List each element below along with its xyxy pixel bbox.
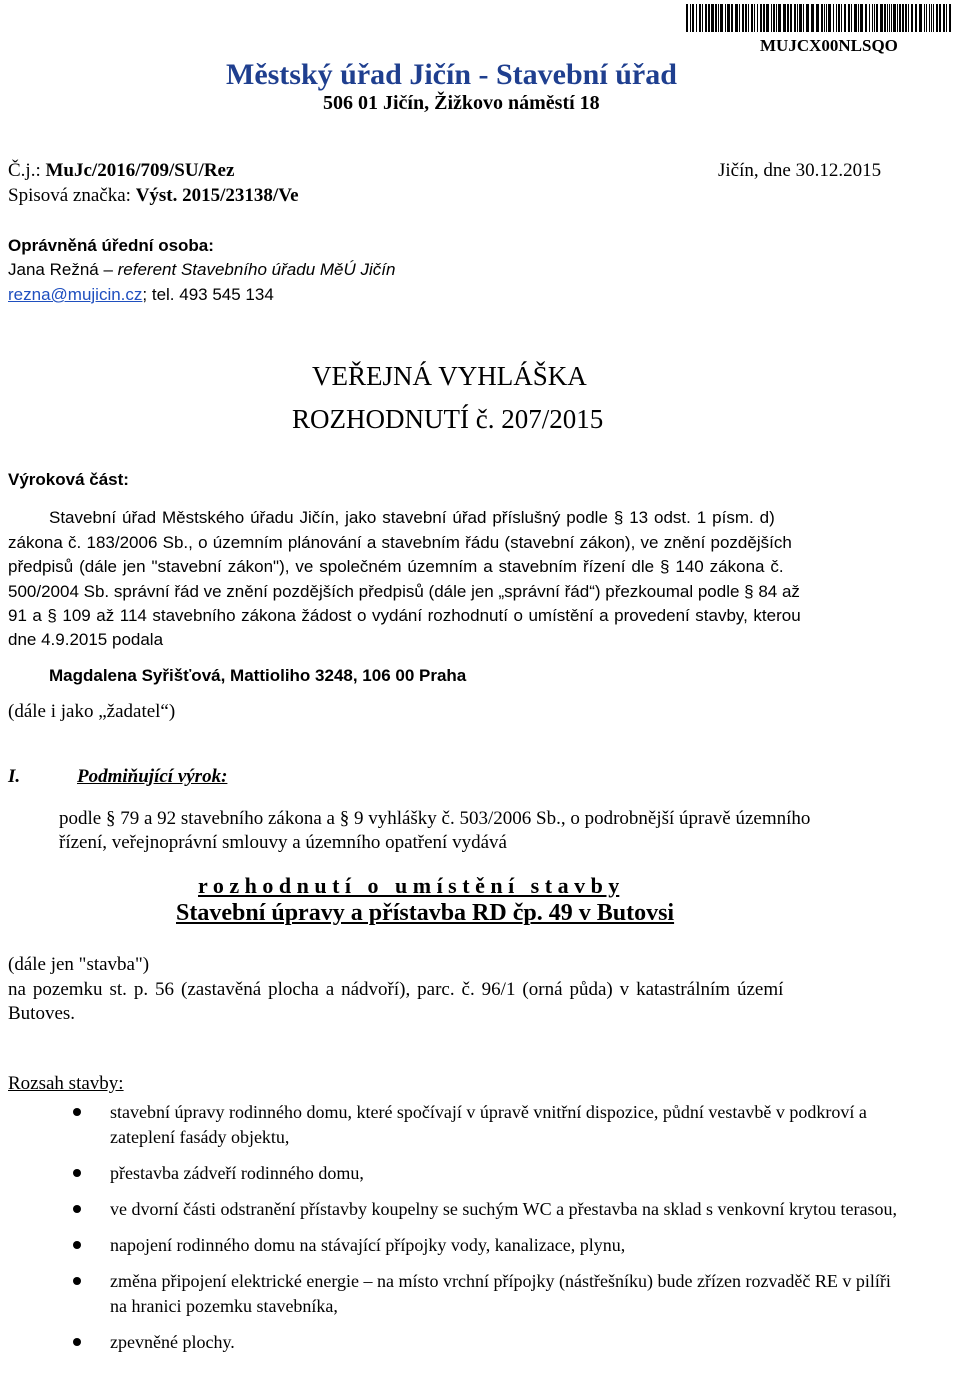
barcode-bar	[708, 4, 710, 32]
location-line-2: na pozemku st. p. 56 (zastavěná plocha a nádvoří), parc. č. 96/1 (orná půda) v katastrálním území	[8, 979, 784, 1000]
spis-label: Spisová značka:	[8, 185, 136, 206]
list-item-text: změna připojení elektrické energie – na místo vrchní přípojky (nástřešníku) bude zřízen rozvaděč RE v pilíři na hranici pozemku stavebníka,	[110, 1271, 891, 1316]
barcode-bar	[783, 4, 786, 32]
barcode-bar	[848, 4, 850, 32]
barcode-bar	[833, 4, 834, 32]
intro-line-6: dne 4.9.2015 podala	[8, 630, 164, 649]
list-item	[66, 1100, 910, 1150]
barcode-bar	[778, 4, 781, 32]
barcode-bar	[803, 4, 804, 32]
barcode-bar	[745, 4, 747, 32]
official-heading: Oprávněná úřední osoba:	[8, 236, 214, 255]
list-item	[66, 1233, 906, 1258]
barcode-bar	[821, 4, 823, 32]
barcode-bar	[735, 4, 738, 32]
title-vyhlaska: VEŘEJNÁ VYHLÁŠKA	[312, 361, 587, 391]
section-title: Podmiňující výrok:	[77, 766, 228, 787]
barcode-bar	[949, 4, 951, 32]
barcode-bar	[811, 4, 814, 32]
barcode-bar	[690, 4, 691, 32]
barcode-bar	[929, 4, 930, 32]
intro-line-1: Stavební úřad Městského úřadu Jičín, jako stavební úřad příslušný podle § 13 odst. 1 písm. d)	[49, 508, 775, 527]
barcode-bar	[699, 4, 701, 32]
barcode-bar	[891, 4, 892, 32]
list-item	[66, 1330, 906, 1355]
official-role: referent Stavebního úřadu MěÚ Jičín	[117, 260, 396, 279]
section-number: I.	[8, 766, 21, 787]
decision-spaced: r o z h o d n u t í o u m í s t ě n í s t a v b y	[198, 873, 620, 898]
barcode-bar	[731, 4, 733, 32]
barcode-bar	[931, 4, 932, 32]
section-line-2: řízení, veřejnoprávní smlouvy a územního opatření vydává	[59, 832, 507, 853]
barcode-bar	[876, 4, 878, 32]
bullet-icon	[73, 1277, 81, 1285]
barcode-bar	[748, 4, 749, 32]
barcode-bar	[844, 4, 846, 32]
barcode-bar	[727, 4, 730, 32]
list-item	[66, 1161, 906, 1186]
barcode-bar	[869, 4, 870, 32]
barcode-bar	[725, 4, 726, 32]
cj-label: Č.j.:	[8, 160, 46, 181]
barcode-bar	[874, 4, 875, 32]
barcode-bar	[711, 4, 714, 32]
office-title: Městský úřad Jičín - Stavební úřad	[226, 58, 677, 91]
barcode-bar	[915, 4, 917, 32]
barcode-bar	[715, 4, 717, 32]
barcode-bar	[924, 4, 925, 32]
barcode-bar	[686, 4, 688, 32]
barcode-bar	[824, 4, 825, 32]
barcode-bar	[936, 4, 938, 32]
barcode-bar	[902, 4, 904, 32]
barcode	[686, 4, 954, 32]
section-line-1: podle § 79 a 92 stavebního zákona a § 9 vyhlášky č. 503/2006 Sb., o podrobnější úpravě územního	[59, 808, 811, 829]
barcode-bar	[773, 4, 775, 32]
official-contact	[8, 285, 274, 305]
barcode-bar	[897, 4, 898, 32]
barcode-bar	[939, 4, 941, 32]
barcode-bar	[889, 4, 890, 32]
barcode-bar	[742, 4, 744, 32]
barcode-code: MUJCX00NLSQO	[760, 36, 898, 55]
official-name-line	[8, 260, 395, 280]
barcode-bar	[790, 4, 792, 32]
bullet-icon	[73, 1338, 81, 1346]
list-item	[66, 1197, 910, 1222]
intro-line-4: 500/2004 Sb. správní řád ve znění pozdějších předpisů (dále jen „správní řád“) přezkoumal podle § 84 až	[8, 582, 800, 601]
reference-spis	[8, 185, 299, 207]
list-item-text: napojení rodinného domu na stávající přípojky vody, kanalizace, plynu,	[110, 1235, 626, 1255]
barcode-bar	[933, 4, 934, 32]
barcode-bar	[905, 4, 907, 32]
barcode-bar	[926, 4, 927, 32]
barcode-bar	[760, 4, 762, 32]
barcode-bar	[718, 4, 719, 32]
official-email-link[interactable]: rezna@mujicin.cz	[8, 285, 143, 304]
barcode-bar	[806, 4, 809, 32]
bullet-icon	[73, 1108, 81, 1116]
barcode-bar	[739, 4, 740, 32]
barcode-bar	[838, 4, 840, 32]
barcode-bar	[908, 4, 909, 32]
barcode-bar	[865, 4, 867, 32]
barcode-bar	[776, 4, 777, 32]
barcode-bar	[911, 4, 913, 32]
barcode-bar	[702, 4, 703, 32]
list-item-text: přestavba zádveří rodinného domu,	[110, 1163, 364, 1183]
intro-line-5: 91 a § 109 až 114 stavebního zákona žádost o vydání rozhodnutí o umístění a provedení stavby, kterou	[8, 606, 801, 625]
barcode-bar	[763, 4, 765, 32]
barcode-bar	[828, 4, 831, 32]
list-item-text: ve dvorní části odstranění přístavby koupelny se suchým WC a přestavba na sklad s venkovní krytou terasou,	[110, 1199, 897, 1219]
rozsah-list	[66, 1100, 906, 1366]
location-line-3: Butoves.	[8, 1003, 76, 1024]
location-line-1: (dále jen "stavba")	[8, 954, 150, 975]
barcode-bar	[720, 4, 723, 32]
barcode-bar	[816, 4, 819, 32]
applicant-name: Magdalena Syřišťová, Mattioliho 3248, 106 00 Praha	[49, 666, 467, 685]
barcode-bar	[858, 4, 859, 32]
barcode-bar	[887, 4, 888, 32]
barcode-bar	[899, 4, 901, 32]
intro-line-2: zákona č. 183/2006 Sb., o územním plánování a stavebním řádu (stavební zákon), ve znění pozdějších	[8, 533, 792, 552]
applicant-alias: (dále i jako „žadatel“)	[8, 701, 176, 722]
barcode-bar	[841, 4, 842, 32]
barcode-bar	[854, 4, 857, 32]
bullet-icon	[73, 1241, 81, 1249]
reference-cj	[8, 160, 234, 182]
bullet-icon	[73, 1205, 81, 1213]
barcode-bar	[893, 4, 896, 32]
barcode-bar	[872, 4, 873, 32]
barcode-bar	[826, 4, 827, 32]
barcode-bar	[797, 4, 798, 32]
official-phone: ; tel. 493 545 134	[142, 285, 274, 304]
bullet-icon	[73, 1169, 81, 1177]
barcode-bar	[851, 4, 852, 32]
office-address: 506 01 Jičín, Žižkovo náměstí 18	[323, 92, 600, 114]
barcode-bar	[754, 4, 755, 32]
barcode-bar	[943, 4, 945, 32]
barcode-bar	[757, 4, 758, 32]
decision-stavba: Stavební úpravy a přístavba RD čp. 49 v Butovsi	[176, 900, 675, 926]
title-rozhodnuti: ROZHODNUTÍ č. 207/2015	[292, 404, 604, 434]
barcode-bar	[946, 4, 947, 32]
barcode-bar	[794, 4, 796, 32]
barcode-bar	[771, 4, 772, 32]
barcode-bar	[799, 4, 802, 32]
intro-line-3: předpisů (dále jen "stavební zákon"), ve společném územním a stavebním řízení dle § 140 zákona č.	[8, 557, 784, 576]
list-item	[66, 1269, 910, 1319]
barcode-bar	[705, 4, 707, 32]
barcode-bar	[884, 4, 886, 32]
official-name: Jana Režná –	[8, 260, 118, 279]
barcode-bar	[696, 4, 697, 32]
place-date: Jičín, dne 30.12.2015	[718, 160, 882, 181]
barcode-bar	[836, 4, 837, 32]
barcode-bar	[692, 4, 694, 32]
barcode-bar	[880, 4, 883, 32]
barcode-bar	[919, 4, 922, 32]
list-item-text: stavební úpravy rodinného domu, které spočívají v úpravě vnitřní dispozice, půdní vestavbě v podkroví a zateplení fasády objektu,	[110, 1102, 867, 1147]
vyrokova-label: Výroková část:	[8, 470, 129, 489]
barcode-bar	[787, 4, 789, 32]
barcode-bar	[766, 4, 769, 32]
list-item-text: zpevněné plochy.	[110, 1332, 235, 1352]
barcode-bar	[860, 4, 863, 32]
rozsah-heading: Rozsah stavby:	[8, 1073, 124, 1094]
cj-value: MuJc/2016/709/SU/Rez	[45, 160, 235, 181]
spis-value: Výst. 2015/23138/Ve	[135, 185, 299, 206]
barcode-bar	[751, 4, 753, 32]
